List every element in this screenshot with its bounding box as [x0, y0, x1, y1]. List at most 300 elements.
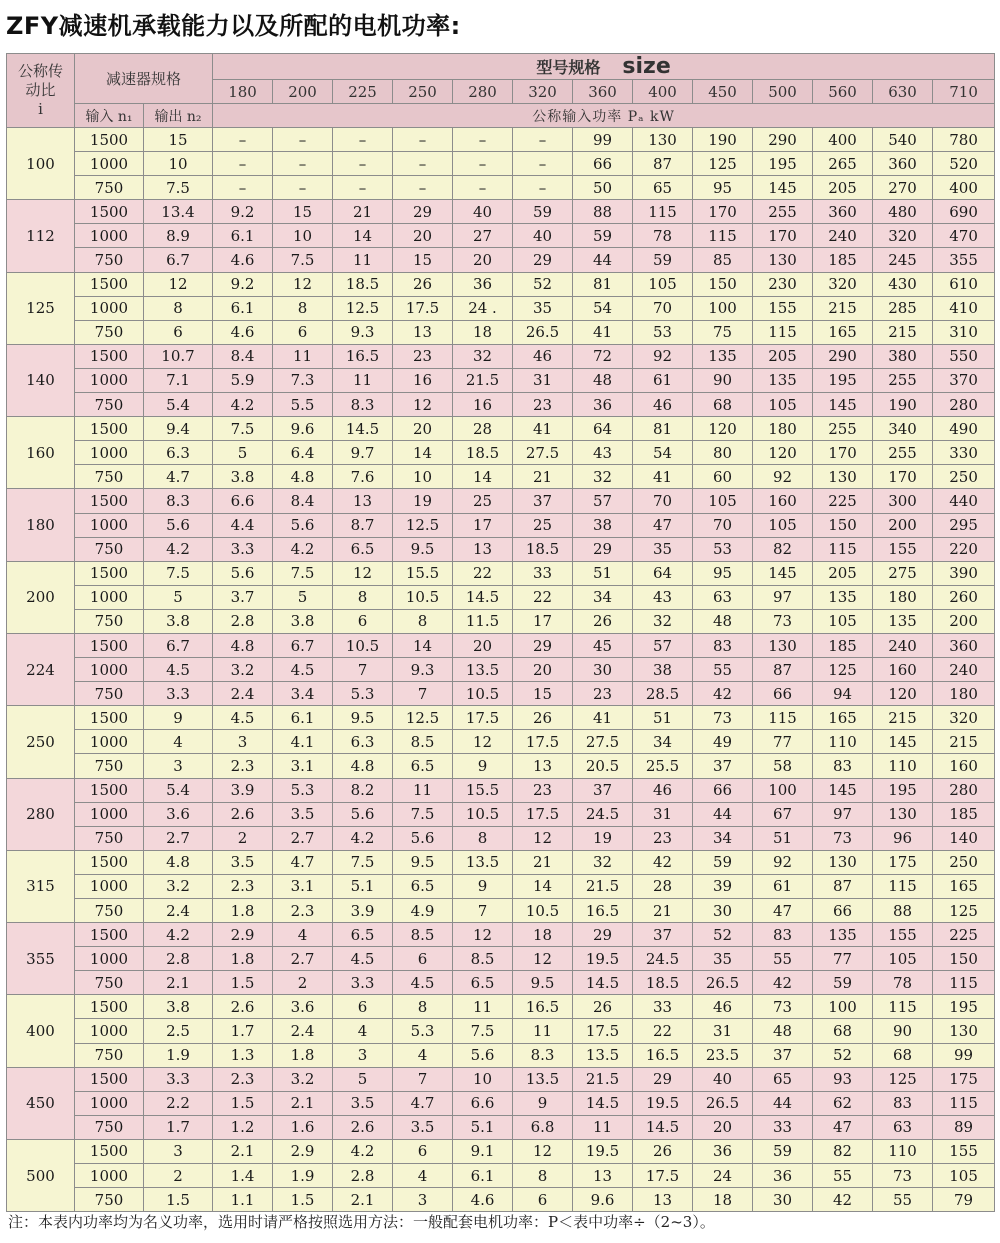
- power-cell: 6: [513, 1188, 573, 1212]
- power-cell: 10.5: [513, 899, 573, 923]
- power-cell: 7: [453, 899, 513, 923]
- output-speed-cell: 6.7: [144, 633, 213, 657]
- power-cell: 83: [873, 1091, 933, 1115]
- power-cell: –: [273, 128, 333, 152]
- power-cell: 46: [693, 995, 753, 1019]
- power-cell: 160: [753, 489, 813, 513]
- ratio-cell: 200: [7, 561, 75, 633]
- table-row: [7, 1091, 995, 1115]
- table-row: [7, 296, 995, 320]
- power-cell: 285: [873, 296, 933, 320]
- power-cell: 155: [753, 296, 813, 320]
- power-cell: 22: [633, 1019, 693, 1043]
- power-cell: 38: [633, 658, 693, 682]
- ratio-cell: 160: [7, 417, 75, 489]
- power-cell: 125: [933, 899, 995, 923]
- power-cell: 3.5: [273, 802, 333, 826]
- power-cell: 12: [513, 826, 573, 850]
- power-cell: 6.1: [213, 296, 273, 320]
- ratio-header-line3: i: [38, 100, 43, 118]
- output-speed-cell: 2: [144, 1164, 213, 1188]
- table-row: [7, 513, 995, 537]
- power-cell: –: [213, 128, 273, 152]
- power-cell: 8: [513, 1164, 573, 1188]
- power-cell: 3.2: [273, 1067, 333, 1091]
- power-cell: 83: [693, 633, 753, 657]
- power-cell: 59: [693, 850, 753, 874]
- power-cell: 215: [813, 296, 873, 320]
- power-cell: 105: [933, 1164, 995, 1188]
- input-speed-cell: 1000: [75, 585, 144, 609]
- power-cell: 51: [633, 706, 693, 730]
- power-cell: 7.6: [333, 465, 393, 489]
- input-speed-cell: 1500: [75, 128, 144, 152]
- ratio-cell: 250: [7, 706, 75, 778]
- power-cell: 330: [933, 441, 995, 465]
- power-cell: 5.1: [453, 1115, 513, 1139]
- size-column-header: 280: [453, 80, 513, 104]
- table-row: [7, 1043, 995, 1067]
- power-cell: 17.5: [393, 296, 453, 320]
- power-cell: 48: [693, 609, 753, 633]
- power-cell: 12.5: [333, 296, 393, 320]
- output-speed-cell: 7.5: [144, 176, 213, 200]
- power-cell: 20: [693, 1115, 753, 1139]
- power-cell: 1.1: [213, 1188, 273, 1212]
- power-cell: 40: [693, 1067, 753, 1091]
- power-cell: 26.5: [513, 320, 573, 344]
- power-cell: 59: [633, 248, 693, 272]
- power-cell: 5.3: [333, 682, 393, 706]
- power-cell: 125: [873, 1067, 933, 1091]
- power-cell: 4.5: [393, 971, 453, 995]
- power-cell: 35: [693, 947, 753, 971]
- power-cell: 12: [333, 561, 393, 585]
- power-cell: 4.7: [393, 1091, 453, 1115]
- table-row: [7, 393, 995, 417]
- power-cell: 21.5: [573, 1067, 633, 1091]
- power-cell: 75: [693, 320, 753, 344]
- power-cell: 88: [873, 899, 933, 923]
- ratio-cell: 125: [7, 272, 75, 344]
- power-cell: 13.5: [513, 1067, 573, 1091]
- power-cell: 610: [933, 272, 995, 296]
- size-column-header: 225: [333, 80, 393, 104]
- power-cell: 87: [753, 658, 813, 682]
- power-cell: 2.3: [213, 754, 273, 778]
- input-speed-cell: 1500: [75, 923, 144, 947]
- power-cell: 43: [633, 585, 693, 609]
- power-cell: 24: [693, 1164, 753, 1188]
- power-cell: 87: [633, 152, 693, 176]
- power-cell: 66: [573, 152, 633, 176]
- power-cell: 2.6: [213, 802, 273, 826]
- power-cell: 190: [873, 393, 933, 417]
- power-cell: 6: [393, 947, 453, 971]
- power-cell: 20: [393, 224, 453, 248]
- table-body: [7, 128, 995, 1212]
- power-cell: 130: [933, 1019, 995, 1043]
- power-cell: 8.5: [453, 947, 513, 971]
- power-cell: 55: [873, 1188, 933, 1212]
- power-cell: 21.5: [453, 368, 513, 392]
- output-speed-cell: 6.3: [144, 441, 213, 465]
- power-cell: 13: [513, 754, 573, 778]
- power-cell: 12.5: [393, 513, 453, 537]
- power-cell: 4.9: [393, 899, 453, 923]
- power-cell: 34: [693, 826, 753, 850]
- input-speed-cell: 750: [75, 248, 144, 272]
- power-cell: 35: [513, 296, 573, 320]
- power-cell: 10.5: [333, 633, 393, 657]
- power-cell: 8.5: [393, 923, 453, 947]
- power-cell: 23.5: [693, 1043, 753, 1067]
- power-cell: 52: [813, 1043, 873, 1067]
- power-cell: 2.3: [213, 874, 273, 898]
- table-row: [7, 176, 995, 200]
- power-cell: 400: [933, 176, 995, 200]
- output-speed-cell: 13.4: [144, 200, 213, 224]
- power-cell: 59: [513, 200, 573, 224]
- power-cell: 48: [753, 1019, 813, 1043]
- power-cell: 20.5: [573, 754, 633, 778]
- power-cell: 8: [393, 609, 453, 633]
- power-cell: 32: [573, 850, 633, 874]
- power-cell: 23: [513, 393, 573, 417]
- ratio-cell: 280: [7, 778, 75, 850]
- power-cell: 370: [933, 368, 995, 392]
- power-cell: 90: [873, 1019, 933, 1043]
- power-cell: 9.3: [333, 320, 393, 344]
- power-cell: 33: [753, 1115, 813, 1139]
- power-cell: 6.6: [453, 1091, 513, 1115]
- power-cell: 78: [873, 971, 933, 995]
- power-cell: 4.2: [213, 393, 273, 417]
- power-cell: 6: [333, 609, 393, 633]
- output-speed-cell: 3: [144, 1139, 213, 1163]
- power-cell: 220: [933, 537, 995, 561]
- input-speed-cell: 1000: [75, 1164, 144, 1188]
- power-cell: 29: [513, 248, 573, 272]
- power-cell: 105: [633, 272, 693, 296]
- power-cell: 8.4: [273, 489, 333, 513]
- power-cell: 70: [693, 513, 753, 537]
- power-cell: 9.6: [573, 1188, 633, 1212]
- power-cell: 32: [453, 344, 513, 368]
- power-cell: 31: [513, 368, 573, 392]
- power-cell: 73: [693, 706, 753, 730]
- power-cell: 30: [753, 1188, 813, 1212]
- power-cell: 92: [753, 850, 813, 874]
- output-speed-cell: 4.7: [144, 465, 213, 489]
- table-row: [7, 1115, 995, 1139]
- output-speed-cell: 5: [144, 585, 213, 609]
- power-cell: 160: [873, 658, 933, 682]
- power-cell: –: [453, 152, 513, 176]
- power-cell: 16: [453, 393, 513, 417]
- power-cell: –: [393, 152, 453, 176]
- power-cell: 3.2: [213, 658, 273, 682]
- power-cell: 94: [813, 682, 873, 706]
- power-cell: 215: [873, 706, 933, 730]
- power-cell: 4.6: [213, 248, 273, 272]
- output-speed-cell: 12: [144, 272, 213, 296]
- output-speed-cell: 1.9: [144, 1043, 213, 1067]
- power-cell: 1.5: [213, 971, 273, 995]
- output-speed-cell: 3: [144, 754, 213, 778]
- power-cell: 35: [633, 537, 693, 561]
- power-cell: 360: [873, 152, 933, 176]
- power-cell: 4.5: [213, 706, 273, 730]
- power-cell: 4.8: [213, 633, 273, 657]
- power-cell: 77: [753, 730, 813, 754]
- power-cell: 9: [513, 1091, 573, 1115]
- output-speed-cell: 8.3: [144, 489, 213, 513]
- input-speed-cell: 1000: [75, 730, 144, 754]
- ratio-cell: 355: [7, 923, 75, 995]
- power-cell: 40: [513, 224, 573, 248]
- power-cell: 66: [813, 899, 873, 923]
- power-cell: 42: [693, 682, 753, 706]
- input-speed-cell: 1000: [75, 874, 144, 898]
- power-cell: 155: [873, 537, 933, 561]
- power-cell: 7.5: [273, 248, 333, 272]
- power-cell: 135: [753, 368, 813, 392]
- power-cell: 5.6: [393, 826, 453, 850]
- power-cell: 275: [873, 561, 933, 585]
- power-cell: 80: [693, 441, 753, 465]
- power-cell: 9.3: [393, 658, 453, 682]
- power-cell: 2.8: [333, 1164, 393, 1188]
- power-cell: 540: [873, 128, 933, 152]
- power-cell: 12: [513, 947, 573, 971]
- power-cell: 41: [573, 320, 633, 344]
- output-speed-cell: 1.7: [144, 1115, 213, 1139]
- table-row: [7, 320, 995, 344]
- power-cell: 130: [753, 633, 813, 657]
- power-cell: 42: [813, 1188, 873, 1212]
- power-cell: 42: [753, 971, 813, 995]
- power-cell: 72: [573, 344, 633, 368]
- power-cell: 52: [693, 923, 753, 947]
- power-cell: 430: [873, 272, 933, 296]
- power-cell: 1.8: [213, 899, 273, 923]
- power-cell: 4: [273, 923, 333, 947]
- power-cell: 1.2: [213, 1115, 273, 1139]
- power-cell: 175: [873, 850, 933, 874]
- power-cell: 7.5: [333, 850, 393, 874]
- power-cell: 255: [873, 368, 933, 392]
- power-cell: 26.5: [693, 971, 753, 995]
- power-cell: 29: [513, 633, 573, 657]
- power-cell: 64: [633, 561, 693, 585]
- power-cell: 87: [813, 874, 873, 898]
- output-speed-cell: 6.7: [144, 248, 213, 272]
- power-cell: 46: [633, 778, 693, 802]
- power-cell: 255: [873, 441, 933, 465]
- power-cell: 66: [693, 778, 753, 802]
- power-cell: 57: [633, 633, 693, 657]
- power-cell: 11: [333, 248, 393, 272]
- power-cell: 185: [813, 248, 873, 272]
- output-speed-cell: 2.8: [144, 947, 213, 971]
- table-row: [7, 682, 995, 706]
- output-speed-cell: 4.2: [144, 923, 213, 947]
- power-cell: 5.3: [273, 778, 333, 802]
- power-cell: 245: [873, 248, 933, 272]
- input-speed-cell: 1500: [75, 778, 144, 802]
- power-cell: 215: [933, 730, 995, 754]
- ratio-cell: 500: [7, 1139, 75, 1211]
- power-cell: 7.5: [273, 561, 333, 585]
- table-row: [7, 489, 995, 513]
- power-cell: 17.5: [453, 706, 513, 730]
- power-cell: 61: [753, 874, 813, 898]
- power-cell: 3.9: [213, 778, 273, 802]
- power-cell: 180: [753, 417, 813, 441]
- ratio-cell: 112: [7, 200, 75, 272]
- power-cell: 25.5: [633, 754, 693, 778]
- power-cell: 19.5: [573, 947, 633, 971]
- power-cell: 4.6: [453, 1188, 513, 1212]
- input-speed-cell: 750: [75, 176, 144, 200]
- power-cell: 4.4: [213, 513, 273, 537]
- size-column-header: 200: [273, 80, 333, 104]
- power-cell: 17.5: [633, 1164, 693, 1188]
- power-cell: 3.5: [333, 1091, 393, 1115]
- size-column-header: 320: [513, 80, 573, 104]
- power-cell: 17.5: [513, 730, 573, 754]
- power-cell: 68: [693, 393, 753, 417]
- input-speed-cell: 1000: [75, 152, 144, 176]
- power-cell: 230: [753, 272, 813, 296]
- output-speed-cell: 2.5: [144, 1019, 213, 1043]
- power-cell: 27.5: [513, 441, 573, 465]
- power-cell: 205: [813, 561, 873, 585]
- power-cell: 9: [453, 754, 513, 778]
- power-cell: 6.8: [513, 1115, 573, 1139]
- power-cell: 31: [693, 1019, 753, 1043]
- power-cell: 4.6: [213, 320, 273, 344]
- power-cell: 82: [753, 537, 813, 561]
- power-cell: 185: [813, 633, 873, 657]
- power-cell: 63: [873, 1115, 933, 1139]
- power-cell: 135: [873, 609, 933, 633]
- power-cell: 14.5: [573, 971, 633, 995]
- output-speed-cell: 10.7: [144, 344, 213, 368]
- power-cell: 12: [513, 1139, 573, 1163]
- table-row: [7, 537, 995, 561]
- table-row: [7, 248, 995, 272]
- power-cell: 58: [753, 754, 813, 778]
- power-cell: 8: [273, 296, 333, 320]
- power-cell: 135: [693, 344, 753, 368]
- table-row: [7, 658, 995, 682]
- power-cell: 78: [633, 224, 693, 248]
- power-cell: 3.3: [213, 537, 273, 561]
- power-cell: 14.5: [333, 417, 393, 441]
- input-speed-cell: 750: [75, 537, 144, 561]
- power-cell: 110: [873, 754, 933, 778]
- size-label: size: [622, 54, 671, 79]
- power-cell: 4: [333, 1019, 393, 1043]
- power-cell: 10: [273, 224, 333, 248]
- output-speed-header: 输出 n₂: [144, 104, 213, 128]
- power-cell: 105: [813, 609, 873, 633]
- power-cell: 13.5: [453, 658, 513, 682]
- power-cell: 780: [933, 128, 995, 152]
- power-cell: 37: [693, 754, 753, 778]
- power-cell: 54: [633, 441, 693, 465]
- output-speed-cell: 5.4: [144, 778, 213, 802]
- power-cell: –: [333, 176, 393, 200]
- power-cell: 400: [813, 128, 873, 152]
- power-cell: 12.5: [393, 706, 453, 730]
- power-cell: 2.1: [213, 1139, 273, 1163]
- power-cell: 3.9: [333, 899, 393, 923]
- power-cell: 8.3: [513, 1043, 573, 1067]
- power-cell: 5: [273, 585, 333, 609]
- output-speed-cell: 6: [144, 320, 213, 344]
- power-cell: 130: [873, 802, 933, 826]
- power-cell: 12: [453, 730, 513, 754]
- input-speed-header: 输入 n₁: [75, 104, 144, 128]
- power-cell: 26: [393, 272, 453, 296]
- power-cell: 21: [333, 200, 393, 224]
- power-cell: –: [393, 128, 453, 152]
- power-cell: 10.5: [453, 802, 513, 826]
- table-row: [7, 706, 995, 730]
- power-cell: 1.8: [273, 1043, 333, 1067]
- power-cell: 6.3: [333, 730, 393, 754]
- power-cell: 155: [873, 923, 933, 947]
- power-cell: 63: [693, 585, 753, 609]
- power-cell: 12: [273, 272, 333, 296]
- power-cell: 59: [573, 224, 633, 248]
- power-cell: 32: [633, 609, 693, 633]
- power-cell: 28: [633, 874, 693, 898]
- power-cell: 36: [573, 393, 633, 417]
- input-speed-cell: 1500: [75, 706, 144, 730]
- power-cell: 99: [573, 128, 633, 152]
- power-cell: 17: [513, 609, 573, 633]
- power-cell: 2.3: [273, 899, 333, 923]
- power-cell: 4: [393, 1164, 453, 1188]
- output-speed-cell: 5.6: [144, 513, 213, 537]
- table-row: [7, 200, 995, 224]
- gear-spec-header: 减速器规格: [75, 54, 213, 104]
- power-cell: 89: [933, 1115, 995, 1139]
- power-cell: 3.3: [333, 971, 393, 995]
- input-speed-cell: 1500: [75, 200, 144, 224]
- power-cell: 145: [753, 561, 813, 585]
- power-cell: 115: [753, 706, 813, 730]
- power-cell: 42: [633, 850, 693, 874]
- power-cell: 28: [453, 417, 513, 441]
- power-cell: 41: [573, 706, 633, 730]
- power-cell: 25: [453, 489, 513, 513]
- power-cell: 5.3: [393, 1019, 453, 1043]
- output-speed-cell: 8.9: [144, 224, 213, 248]
- power-cell: 13: [573, 1164, 633, 1188]
- power-cell: 73: [813, 826, 873, 850]
- model-spec-label: 型号规格: [536, 58, 601, 77]
- output-speed-cell: 3.2: [144, 874, 213, 898]
- power-cell: 23: [573, 682, 633, 706]
- output-speed-cell: 9: [144, 706, 213, 730]
- power-cell: 1.5: [273, 1188, 333, 1212]
- power-cell: 20: [453, 633, 513, 657]
